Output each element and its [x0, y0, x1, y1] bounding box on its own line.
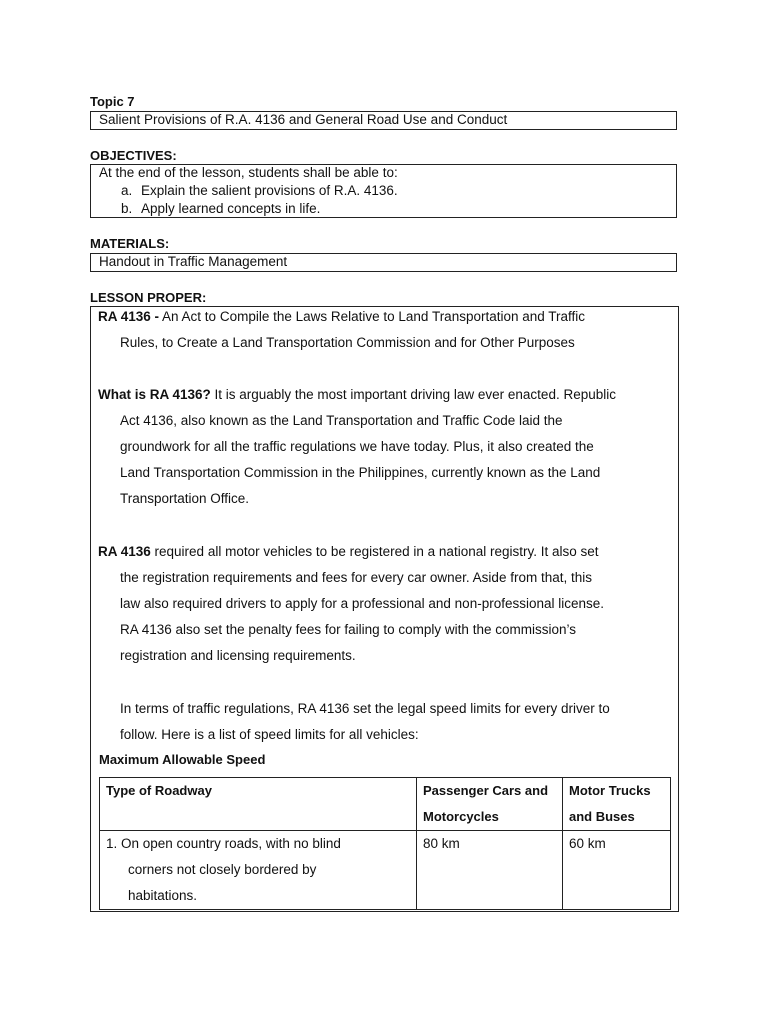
- ra-title-bold: RA 4136 -: [98, 309, 160, 324]
- materials-box: [90, 253, 677, 272]
- ra-title-line2: Rules, to Create a Land Transportation Commission and for Other Purposes: [120, 335, 575, 350]
- req-line2: the registration requirements and fees for every car owner. Aside from that, this: [120, 570, 592, 585]
- materials-text: Handout in Traffic Management: [99, 254, 288, 269]
- topic-title-box: [90, 111, 677, 130]
- objective-marker-a: a.: [121, 183, 133, 198]
- terms-line1: In terms of traffic regulations, RA 4136 set the legal speed limits for every driver to: [120, 701, 610, 716]
- roadway-cell: 1. On open country roads, with no blind corners not closely bordered by habitations.: [100, 831, 417, 910]
- what-line5: Transportation Office.: [120, 491, 250, 506]
- terms-line2: follow. Here is a list of speed limits for all vehicles:: [120, 727, 419, 742]
- objectives-intro: At the end of the lesson, students shall be able to:: [99, 165, 398, 180]
- what-line2: Act 4136, also known as the Land Transportation and Traffic Code laid the: [120, 413, 563, 428]
- objective-item-b: [121, 201, 320, 216]
- speed-limit-table: [99, 777, 671, 910]
- topic-label: Topic 7: [90, 94, 135, 109]
- objective-text-b: Apply learned concepts in life.: [141, 201, 321, 216]
- what-line3: groundwork for all the traffic regulations we have today. Plus, it also created the: [120, 439, 594, 454]
- header-cars: Passenger Cars and Motorcycles: [417, 778, 563, 831]
- objectives-heading: OBJECTIVES:: [90, 148, 177, 163]
- what-line1: What is RA 4136? It is arguably the most important driving law ever enacted. Republic: [98, 387, 616, 402]
- ra-title-line1: RA 4136 - An Act to Compile the Laws Relative to Land Transportation and Traffic: [98, 309, 586, 324]
- table-header-row: [100, 778, 671, 831]
- header-roadway: Type of Roadway: [100, 778, 417, 831]
- trucks-speed-cell: 60 km: [563, 831, 671, 910]
- lesson-box: [90, 306, 679, 912]
- objective-marker-b: b.: [121, 201, 133, 216]
- req-line5: registration and licensing requirements.: [120, 648, 356, 663]
- req-line1: RA 4136 required all motor vehicles to be registered in a national registry. It also set: [98, 544, 599, 559]
- req-bold: RA 4136: [98, 544, 151, 559]
- req-line4: RA 4136 also set the penalty fees for failing to comply with the commission’s: [120, 622, 576, 637]
- topic-title: Salient Provisions of R.A. 4136 and General Road Use and Conduct: [99, 112, 508, 127]
- objective-text-a: Explain the salient provisions of R.A. 4136.: [141, 183, 398, 198]
- req-line3: law also required drivers to apply for a professional and non-professional license.: [120, 596, 605, 611]
- lesson-heading: LESSON PROPER:: [90, 290, 207, 305]
- what-bold: What is RA 4136?: [98, 387, 211, 402]
- objectives-box: [90, 164, 677, 218]
- materials-heading: MATERIALS:: [90, 236, 170, 251]
- what-line4: Land Transportation Commission in the Philippines, currently known as the Land: [120, 465, 601, 480]
- cars-speed-cell: 80 km: [417, 831, 563, 910]
- table-row: [100, 831, 671, 910]
- speed-table-title: Maximum Allowable Speed: [99, 752, 266, 767]
- objective-item-a: [121, 183, 398, 198]
- header-trucks: Motor Trucks and Buses: [563, 778, 671, 831]
